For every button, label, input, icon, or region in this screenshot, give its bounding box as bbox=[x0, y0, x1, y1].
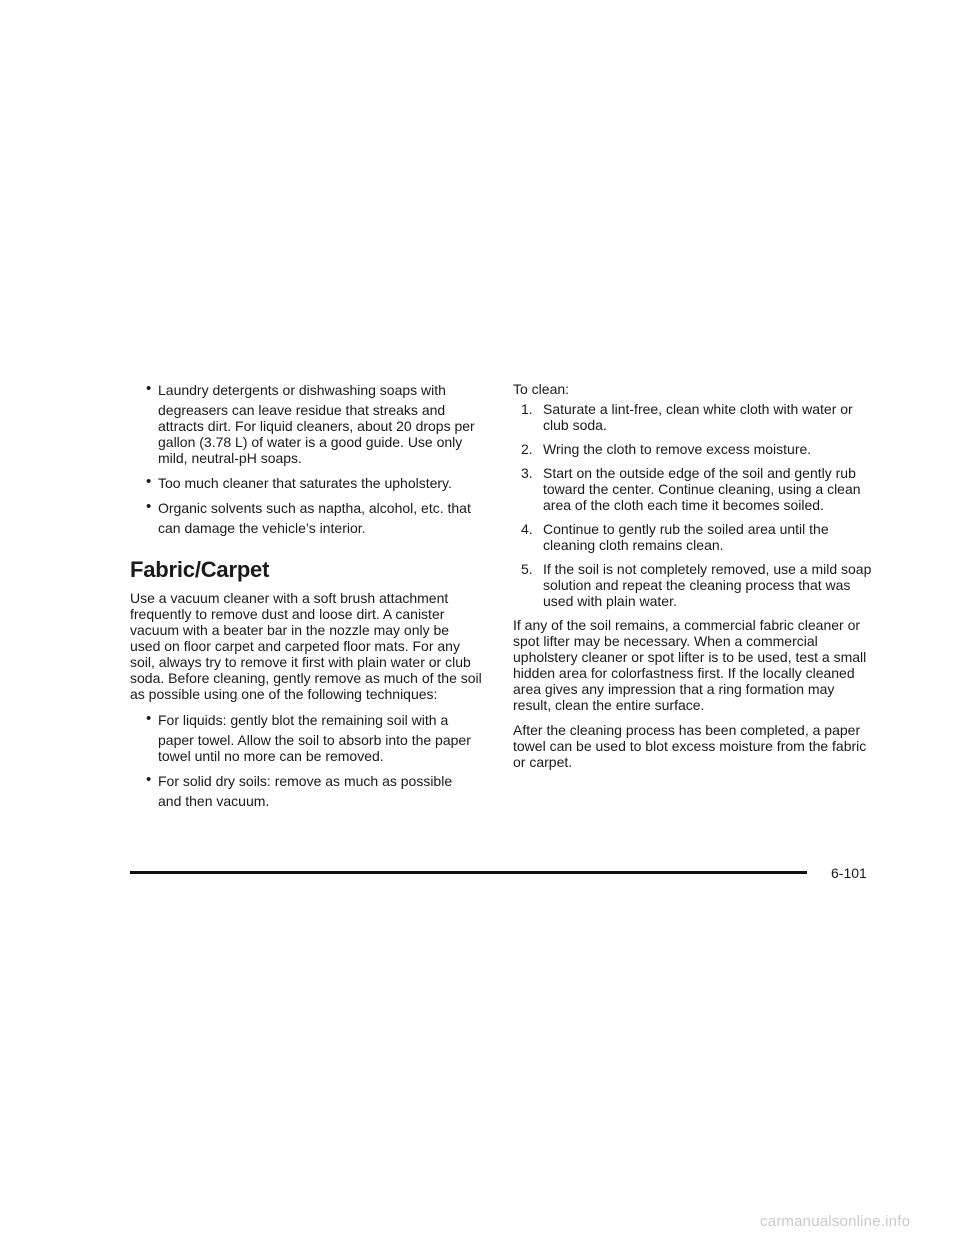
body-paragraph: If any of the soil remains, a commercial fabric cleaner or spot lifter may be necessary. When a commercial upholstery cleaner or spot lifter is to be used, test a small hidden area for colorfastness first. If the locally cleaned area gives any impression that a ring formation may result, clean the entire surface. bbox=[513, 617, 867, 713]
list-item: • Too much cleaner that saturates the upholstery. bbox=[146, 473, 452, 491]
body-paragraph: After the cleaning process has been completed, a paper towel can be used to blot excess moisture from the fabric or carpet. bbox=[513, 722, 867, 770]
steps-intro: To clean: bbox=[513, 381, 570, 397]
section-heading: Fabric/Carpet bbox=[130, 557, 270, 582]
list-item: 1. Saturate a lint-free, clean white cloth with water or club soda. bbox=[521, 401, 853, 433]
list-item: • Laundry detergents or dishwashing soaps with degreasers can leave residue that streaks and attracts dirt. For liquid cleaners, about 20 drops per gallon (3.78 L) of water is a good guide. Use only mild, neutral-pH soaps. bbox=[146, 380, 475, 466]
list-item: • For solid dry soils: remove as much as possible and then vacuum. bbox=[146, 771, 453, 809]
list-item: 4. Continue to gently rub the soiled area until the cleaning cloth remains clean. bbox=[521, 521, 829, 553]
cleaning-steps-list bbox=[513, 401, 873, 609]
list-item: 3. Start on the outside edge of the soil and gently rub toward the center. Continue cleaning, using a clean area of the cloth each time it becomes soiled. bbox=[521, 465, 861, 513]
watermark-logo: carmanualsonline.info bbox=[760, 1213, 911, 1230]
step-number: 4. bbox=[521, 521, 533, 537]
list-item: 5. If the soil is not completely removed, use a mild soap solution and repeat the cleaning process that was used with plain water. bbox=[521, 561, 872, 609]
list-item: • For liquids: gently blot the remaining soil with a paper towel. Allow the soil to absorb into the paper towel until no more can be removed. bbox=[146, 710, 471, 764]
step-number: 5. bbox=[521, 561, 533, 577]
step-number: 1. bbox=[521, 401, 533, 417]
cleaner-warnings-list bbox=[130, 382, 482, 536]
bullet-icon: • bbox=[146, 498, 152, 515]
list-item: • Organic solvents such as naptha, alcohol, etc. that can damage the vehicle’s interior. bbox=[146, 498, 471, 536]
bullet-icon: • bbox=[146, 380, 152, 397]
page-number: 6-101 bbox=[831, 865, 867, 881]
techniques-list bbox=[130, 712, 482, 809]
bullet-icon: • bbox=[146, 710, 152, 727]
left-column bbox=[130, 381, 482, 818]
step-number: 3. bbox=[521, 465, 533, 481]
bullet-icon: • bbox=[146, 473, 152, 490]
list-item: 2. Wring the cloth to remove excess moisture. bbox=[521, 441, 812, 457]
body-paragraph: Use a vacuum cleaner with a soft brush attachment frequently to remove dust and loose dirt. A canister vacuum with a beater bar in the nozzle may only be used on floor carpet and carpeted floor mats. For any soil, always try to remove it first with plain water or club soda. Before cleaning, gently remove as much of the soil as possible using one of the following techniques: bbox=[130, 590, 482, 702]
footer-rule bbox=[130, 871, 807, 874]
bullet-icon: • bbox=[146, 771, 152, 788]
step-number: 2. bbox=[521, 441, 533, 457]
right-column bbox=[513, 381, 873, 779]
